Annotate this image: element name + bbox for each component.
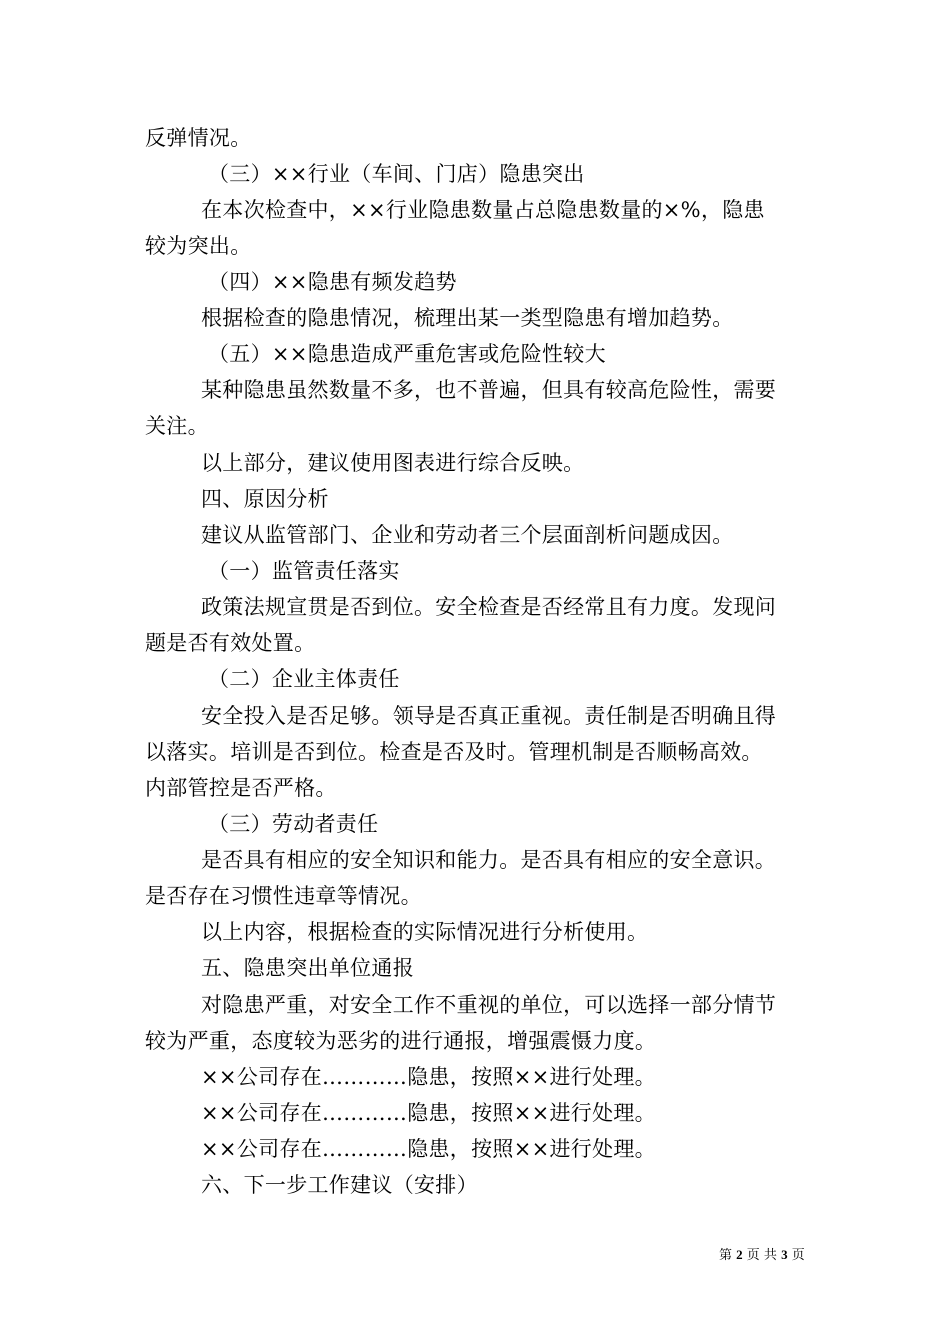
list-item: ××公司存在…………隐患，按照××进行处理。	[201, 1137, 656, 1161]
section-heading: 五、隐患突出单位通报	[201, 956, 414, 980]
text-line: 关注。	[145, 414, 209, 438]
text-line: 根据检查的隐患情况，梳理出某一类型隐患有增加趋势。	[201, 306, 734, 330]
text-line: 在本次检查中，××行业隐患数量占总隐患数量的×%，隐患	[201, 198, 765, 222]
footer-prefix: 第	[719, 1248, 733, 1263]
subheading: （二）企业主体责任	[208, 667, 400, 691]
section-heading: 四、原因分析	[201, 487, 329, 511]
list-item: ××公司存在…………隐患，按照××进行处理。	[201, 1065, 656, 1089]
text-line: 以上内容，根据检查的实际情况进行分析使用。	[201, 920, 649, 944]
text-line: 建议从监管部门、企业和劳动者三个层面剖析问题成因。	[201, 523, 734, 547]
subheading: （三）××行业（车间、门店）隐患突出	[208, 162, 585, 186]
text-line: 反弹情况。	[145, 126, 252, 150]
text-line: 内部管控是否严格。	[145, 776, 337, 800]
text-line: 某种隐患虽然数量不多，也不普遍，但具有较高危险性，需要	[201, 378, 777, 402]
section-heading: 六、下一步工作建议（安排）	[201, 1173, 478, 1197]
text-line: 安全投入是否足够。领导是否真正重视。责任制是否明确且得	[201, 704, 777, 728]
page-footer	[719, 1247, 805, 1264]
text-line: 是否存在习惯性违章等情况。	[145, 884, 422, 908]
text-line: 较为严重，态度较为恶劣的进行通报，增强震慑力度。	[145, 1029, 657, 1053]
subheading: （五）××隐患造成严重危害或危险性较大	[208, 342, 606, 366]
text-line: 是否具有相应的安全知识和能力。是否具有相应的安全意识。	[201, 848, 777, 872]
page-number: 2	[736, 1247, 743, 1262]
text-line: 较为突出。	[145, 234, 252, 258]
text-line: 以上部分，建议使用图表进行综合反映。	[201, 451, 585, 475]
text-line: 政策法规宣贯是否到位。安全检查是否经常且有力度。发现问	[201, 595, 777, 619]
text-line: 以落实。培训是否到位。检查是否及时。管理机制是否顺畅高效。	[145, 740, 763, 764]
text-line: 题是否有效处置。	[145, 631, 316, 655]
subheading: （四）××隐患有频发趋势	[208, 270, 457, 294]
subheading: （三）劳动者责任	[208, 812, 379, 836]
footer-suffix: 页	[791, 1248, 805, 1263]
footer-middle: 页 共	[746, 1248, 777, 1263]
text-line: 对隐患严重，对安全工作不重视的单位，可以选择一部分情节	[201, 993, 777, 1017]
page-total: 3	[781, 1247, 788, 1262]
subheading: （一）监管责任落实	[208, 559, 400, 583]
list-item: ××公司存在…………隐患，按照××进行处理。	[201, 1101, 656, 1125]
